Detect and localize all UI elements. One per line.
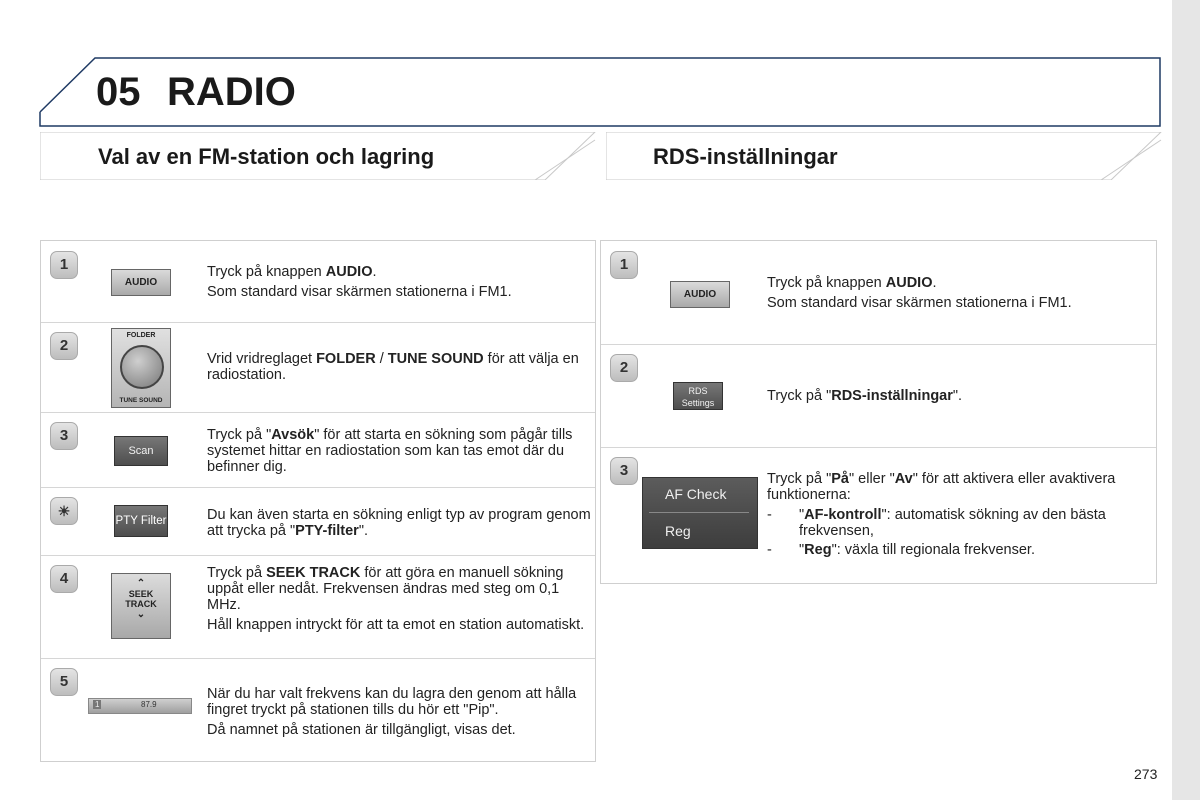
rds-settings-button-icon (673, 382, 723, 410)
knob-top-label: FOLDER (126, 332, 156, 339)
step-text: Du kan även starta en sökning enligt typ av program genom att trycka på "PTY-filter". (207, 507, 591, 539)
tip-step (41, 487, 595, 556)
step-badge: 2 (610, 354, 638, 382)
list-item: - "Reg": växla till regionala frekvenser. (767, 542, 1035, 558)
preset-number: 1 (95, 700, 100, 709)
preset-frequency: 87.9 (141, 700, 157, 709)
right-section-header (606, 132, 1162, 180)
step-badge: 3 (610, 457, 638, 485)
track-label: TRACK (125, 599, 157, 609)
right-section-title: RDS-inställningar (653, 144, 838, 169)
step-text: Tryck på "På" eller "Av" för att aktivera eller avaktivera funktionerna: - "AF-kontroll": automatisk sökning av den bästa frekvensen, - "Reg": växla till regionala frekvenser. (767, 471, 1147, 561)
seek-track-button-icon (111, 573, 171, 639)
page-number: 273 (1134, 766, 1158, 782)
knob-dial (120, 345, 164, 389)
preset-station-icon (88, 698, 192, 714)
chevron-down-icon: ⌄ (136, 609, 146, 620)
reg-item: Reg (665, 523, 691, 539)
step-1 (41, 241, 595, 323)
settings-label: Settings (681, 398, 715, 408)
step-text: Tryck på knappen AUDIO. Som standard visar skärmen stationerna i FM1. (767, 275, 1072, 311)
step-text: Tryck på "RDS-inställningar". (767, 388, 963, 404)
step-badge: 2 (50, 332, 78, 360)
step-badge: 5 (50, 668, 78, 696)
pty-filter-button-icon: PTY Filter (114, 505, 168, 537)
step-2 (41, 322, 595, 413)
rds-step-3 (601, 447, 1156, 583)
list-item: - "AF-kontroll": automatisk sökning av den bästa frekvensen, (767, 507, 1106, 539)
function-list (767, 507, 1147, 558)
chapter-number: 05 (96, 70, 141, 114)
rds-label: RDS (688, 386, 708, 396)
step-badge: 1 (610, 251, 638, 279)
step-text: Tryck på "Avsök" för att starta en sökning som pågår tills systemet hittar en radiostation som kan tas emot där du befinner dig. (207, 427, 573, 475)
af-check-item: AF Check (665, 486, 727, 502)
step-text: Vrid vridreglaget FOLDER / TUNE SOUND för att välja en radiostation. (207, 351, 579, 383)
step-5 (41, 658, 595, 761)
right-steps-box (600, 240, 1157, 584)
knob-bottom-label: TUNE SOUND (119, 397, 163, 404)
af-reg-menu-icon (642, 477, 758, 549)
rds-step-1 (601, 241, 1156, 345)
step-4 (41, 555, 595, 659)
step-badge: 1 (50, 251, 78, 279)
left-section-header (40, 132, 596, 180)
left-section-title: Val av en FM-station och lagring (98, 144, 435, 169)
menu-divider (649, 512, 749, 513)
audio-button-icon: AUDIO (670, 281, 730, 308)
step-text: När du har valt frekvens kan du lagra den genom att hålla fingret tryckt på stationen tills du hör ett "Pip". Då namnet på stationen är tillgängligt, visas det. (207, 686, 577, 738)
step-badge: 3 (50, 422, 78, 450)
seek-label: SEEK (128, 589, 154, 599)
audio-button-icon: AUDIO (111, 269, 171, 296)
folder-tune-knob-icon (111, 328, 171, 408)
rds-step-2 (601, 344, 1156, 448)
lightbulb-icon: ☀ (50, 497, 78, 525)
step-3 (41, 412, 595, 488)
chevron-up-icon: ⌃ (136, 578, 146, 589)
step-text: Tryck på knappen AUDIO. Som standard visar skärmen stationerna i FM1. (207, 264, 512, 300)
step-text: Tryck på SEEK TRACK för att göra en manuell sökning uppåt eller nedåt. Frekvensen ändras med steg om 0,1 MHz. Håll knappen intryckt för att ta emot en station automatiskt. (207, 565, 585, 633)
chapter-title: RADIO (167, 70, 296, 114)
scan-button-icon: Scan (114, 436, 168, 466)
step-badge: 4 (50, 565, 78, 593)
left-steps-box (40, 240, 596, 762)
